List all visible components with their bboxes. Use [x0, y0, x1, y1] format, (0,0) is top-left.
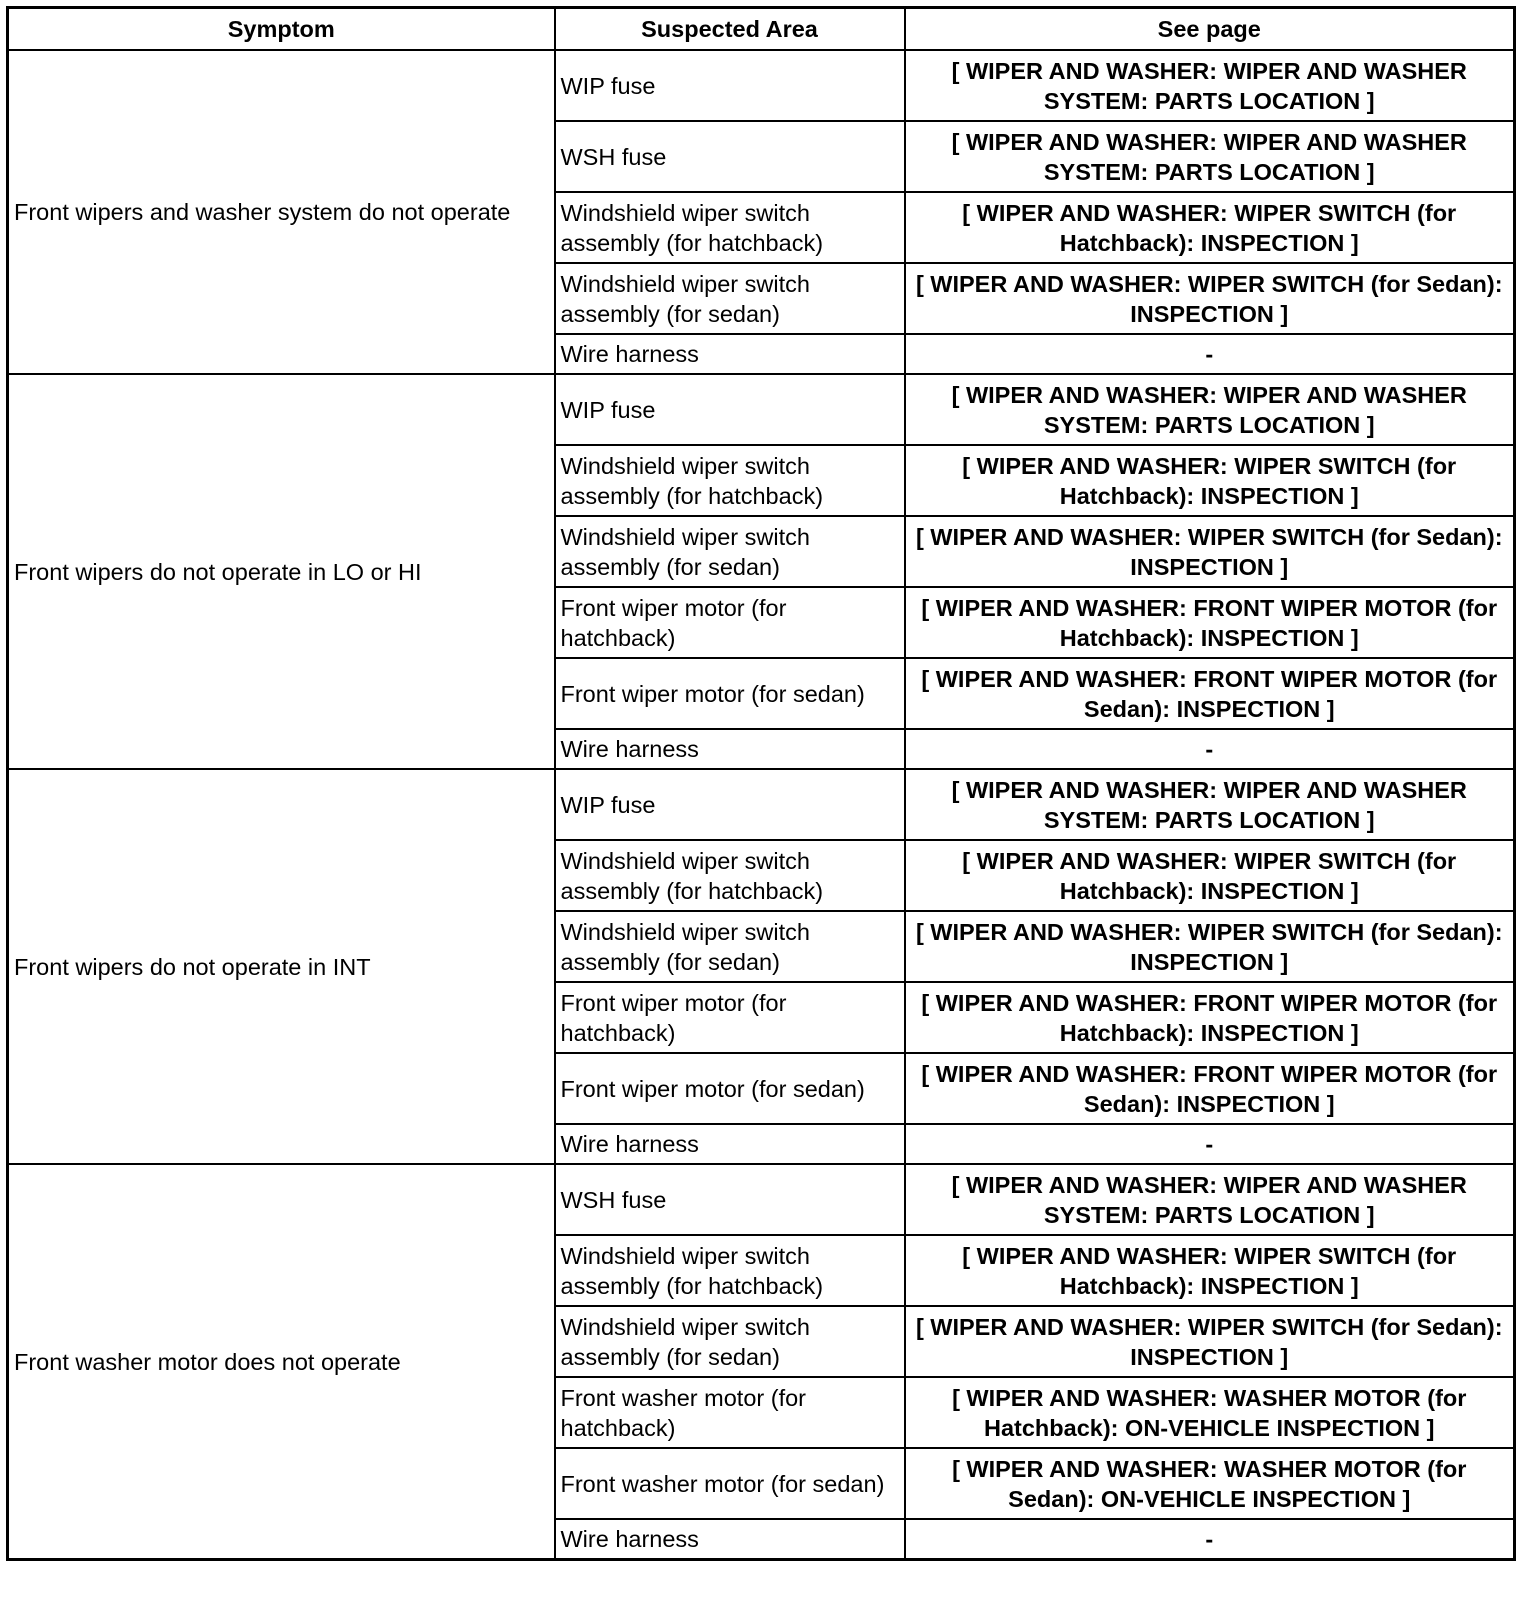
- suspected-area-cell: Windshield wiper switch assembly (for hatchback): [555, 192, 905, 263]
- troubleshooting-table: [6, 6, 1516, 1561]
- see-page-empty-cell: -: [905, 1519, 1515, 1560]
- suspected-area-cell: WIP fuse: [555, 374, 905, 445]
- suspected-area-cell: Windshield wiper switch assembly (for sedan): [555, 911, 905, 982]
- table-row: [8, 374, 1515, 445]
- table-row: [8, 769, 1515, 840]
- suspected-area-cell: Wire harness: [555, 334, 905, 374]
- suspected-area-cell: Front wiper motor (for sedan): [555, 1053, 905, 1124]
- symptom-cell: Front washer motor does not operate: [8, 1164, 555, 1560]
- suspected-area-cell: WSH fuse: [555, 1164, 905, 1235]
- see-page-reference-cell: [ WIPER AND WASHER: WIPER AND WASHER SYSTEM: PARTS LOCATION ]: [905, 121, 1515, 192]
- suspected-area-cell: Windshield wiper switch assembly (for sedan): [555, 1306, 905, 1377]
- see-page-reference-cell: [ WIPER AND WASHER: WIPER SWITCH (for Hatchback): INSPECTION ]: [905, 1235, 1515, 1306]
- suspected-area-cell: WIP fuse: [555, 50, 905, 121]
- see-page-reference-cell: [ WIPER AND WASHER: WIPER SWITCH (for Hatchback): INSPECTION ]: [905, 840, 1515, 911]
- suspected-area-cell: Wire harness: [555, 729, 905, 769]
- suspected-area-cell: Wire harness: [555, 1124, 905, 1164]
- suspected-area-cell: WIP fuse: [555, 769, 905, 840]
- suspected-area-cell: Wire harness: [555, 1519, 905, 1560]
- suspected-area-cell: Front wiper motor (for hatchback): [555, 587, 905, 658]
- see-page-reference-cell: [ WIPER AND WASHER: WIPER SWITCH (for Hatchback): INSPECTION ]: [905, 192, 1515, 263]
- see-page-reference-cell: [ WIPER AND WASHER: WIPER SWITCH (for Sedan): INSPECTION ]: [905, 516, 1515, 587]
- header-suspected-area: Suspected Area: [555, 8, 905, 51]
- suspected-area-cell: Windshield wiper switch assembly (for sedan): [555, 516, 905, 587]
- symptom-cell: Front wipers do not operate in INT: [8, 769, 555, 1164]
- suspected-area-cell: Front washer motor (for hatchback): [555, 1377, 905, 1448]
- see-page-reference-cell: [ WIPER AND WASHER: WIPER AND WASHER SYSTEM: PARTS LOCATION ]: [905, 1164, 1515, 1235]
- see-page-reference-cell: [ WIPER AND WASHER: FRONT WIPER MOTOR (for Sedan): INSPECTION ]: [905, 1053, 1515, 1124]
- suspected-area-cell: Front washer motor (for sedan): [555, 1448, 905, 1519]
- table-body: [8, 50, 1515, 1560]
- see-page-reference-cell: [ WIPER AND WASHER: FRONT WIPER MOTOR (for Hatchback): INSPECTION ]: [905, 982, 1515, 1053]
- see-page-reference-cell: [ WIPER AND WASHER: WIPER AND WASHER SYSTEM: PARTS LOCATION ]: [905, 769, 1515, 840]
- header-symptom: Symptom: [8, 8, 555, 51]
- see-page-reference-cell: [ WIPER AND WASHER: WASHER MOTOR (for Hatchback): ON-VEHICLE INSPECTION ]: [905, 1377, 1515, 1448]
- header-row: [8, 8, 1515, 51]
- see-page-reference-cell: [ WIPER AND WASHER: FRONT WIPER MOTOR (for Hatchback): INSPECTION ]: [905, 587, 1515, 658]
- suspected-area-cell: Windshield wiper switch assembly (for hatchback): [555, 445, 905, 516]
- suspected-area-cell: Windshield wiper switch assembly (for hatchback): [555, 1235, 905, 1306]
- symptom-cell: Front wipers and washer system do not operate: [8, 50, 555, 374]
- see-page-reference-cell: [ WIPER AND WASHER: WIPER SWITCH (for Sedan): INSPECTION ]: [905, 911, 1515, 982]
- symptom-cell: Front wipers do not operate in LO or HI: [8, 374, 555, 769]
- see-page-reference-cell: [ WIPER AND WASHER: WIPER SWITCH (for Hatchback): INSPECTION ]: [905, 445, 1515, 516]
- see-page-reference-cell: [ WIPER AND WASHER: WIPER SWITCH (for Sedan): INSPECTION ]: [905, 263, 1515, 334]
- suspected-area-cell: Front wiper motor (for sedan): [555, 658, 905, 729]
- see-page-reference-cell: [ WIPER AND WASHER: WIPER SWITCH (for Sedan): INSPECTION ]: [905, 1306, 1515, 1377]
- see-page-empty-cell: -: [905, 729, 1515, 769]
- table-row: [8, 50, 1515, 121]
- see-page-empty-cell: -: [905, 334, 1515, 374]
- troubleshooting-table-container: [6, 6, 1516, 1561]
- see-page-reference-cell: [ WIPER AND WASHER: WASHER MOTOR (for Sedan): ON-VEHICLE INSPECTION ]: [905, 1448, 1515, 1519]
- see-page-reference-cell: [ WIPER AND WASHER: WIPER AND WASHER SYSTEM: PARTS LOCATION ]: [905, 374, 1515, 445]
- suspected-area-cell: WSH fuse: [555, 121, 905, 192]
- table-row: [8, 1164, 1515, 1235]
- suspected-area-cell: Front wiper motor (for hatchback): [555, 982, 905, 1053]
- suspected-area-cell: Windshield wiper switch assembly (for hatchback): [555, 840, 905, 911]
- see-page-reference-cell: [ WIPER AND WASHER: WIPER AND WASHER SYSTEM: PARTS LOCATION ]: [905, 50, 1515, 121]
- see-page-reference-cell: [ WIPER AND WASHER: FRONT WIPER MOTOR (for Sedan): INSPECTION ]: [905, 658, 1515, 729]
- header-see-page: See page: [905, 8, 1515, 51]
- suspected-area-cell: Windshield wiper switch assembly (for sedan): [555, 263, 905, 334]
- see-page-empty-cell: -: [905, 1124, 1515, 1164]
